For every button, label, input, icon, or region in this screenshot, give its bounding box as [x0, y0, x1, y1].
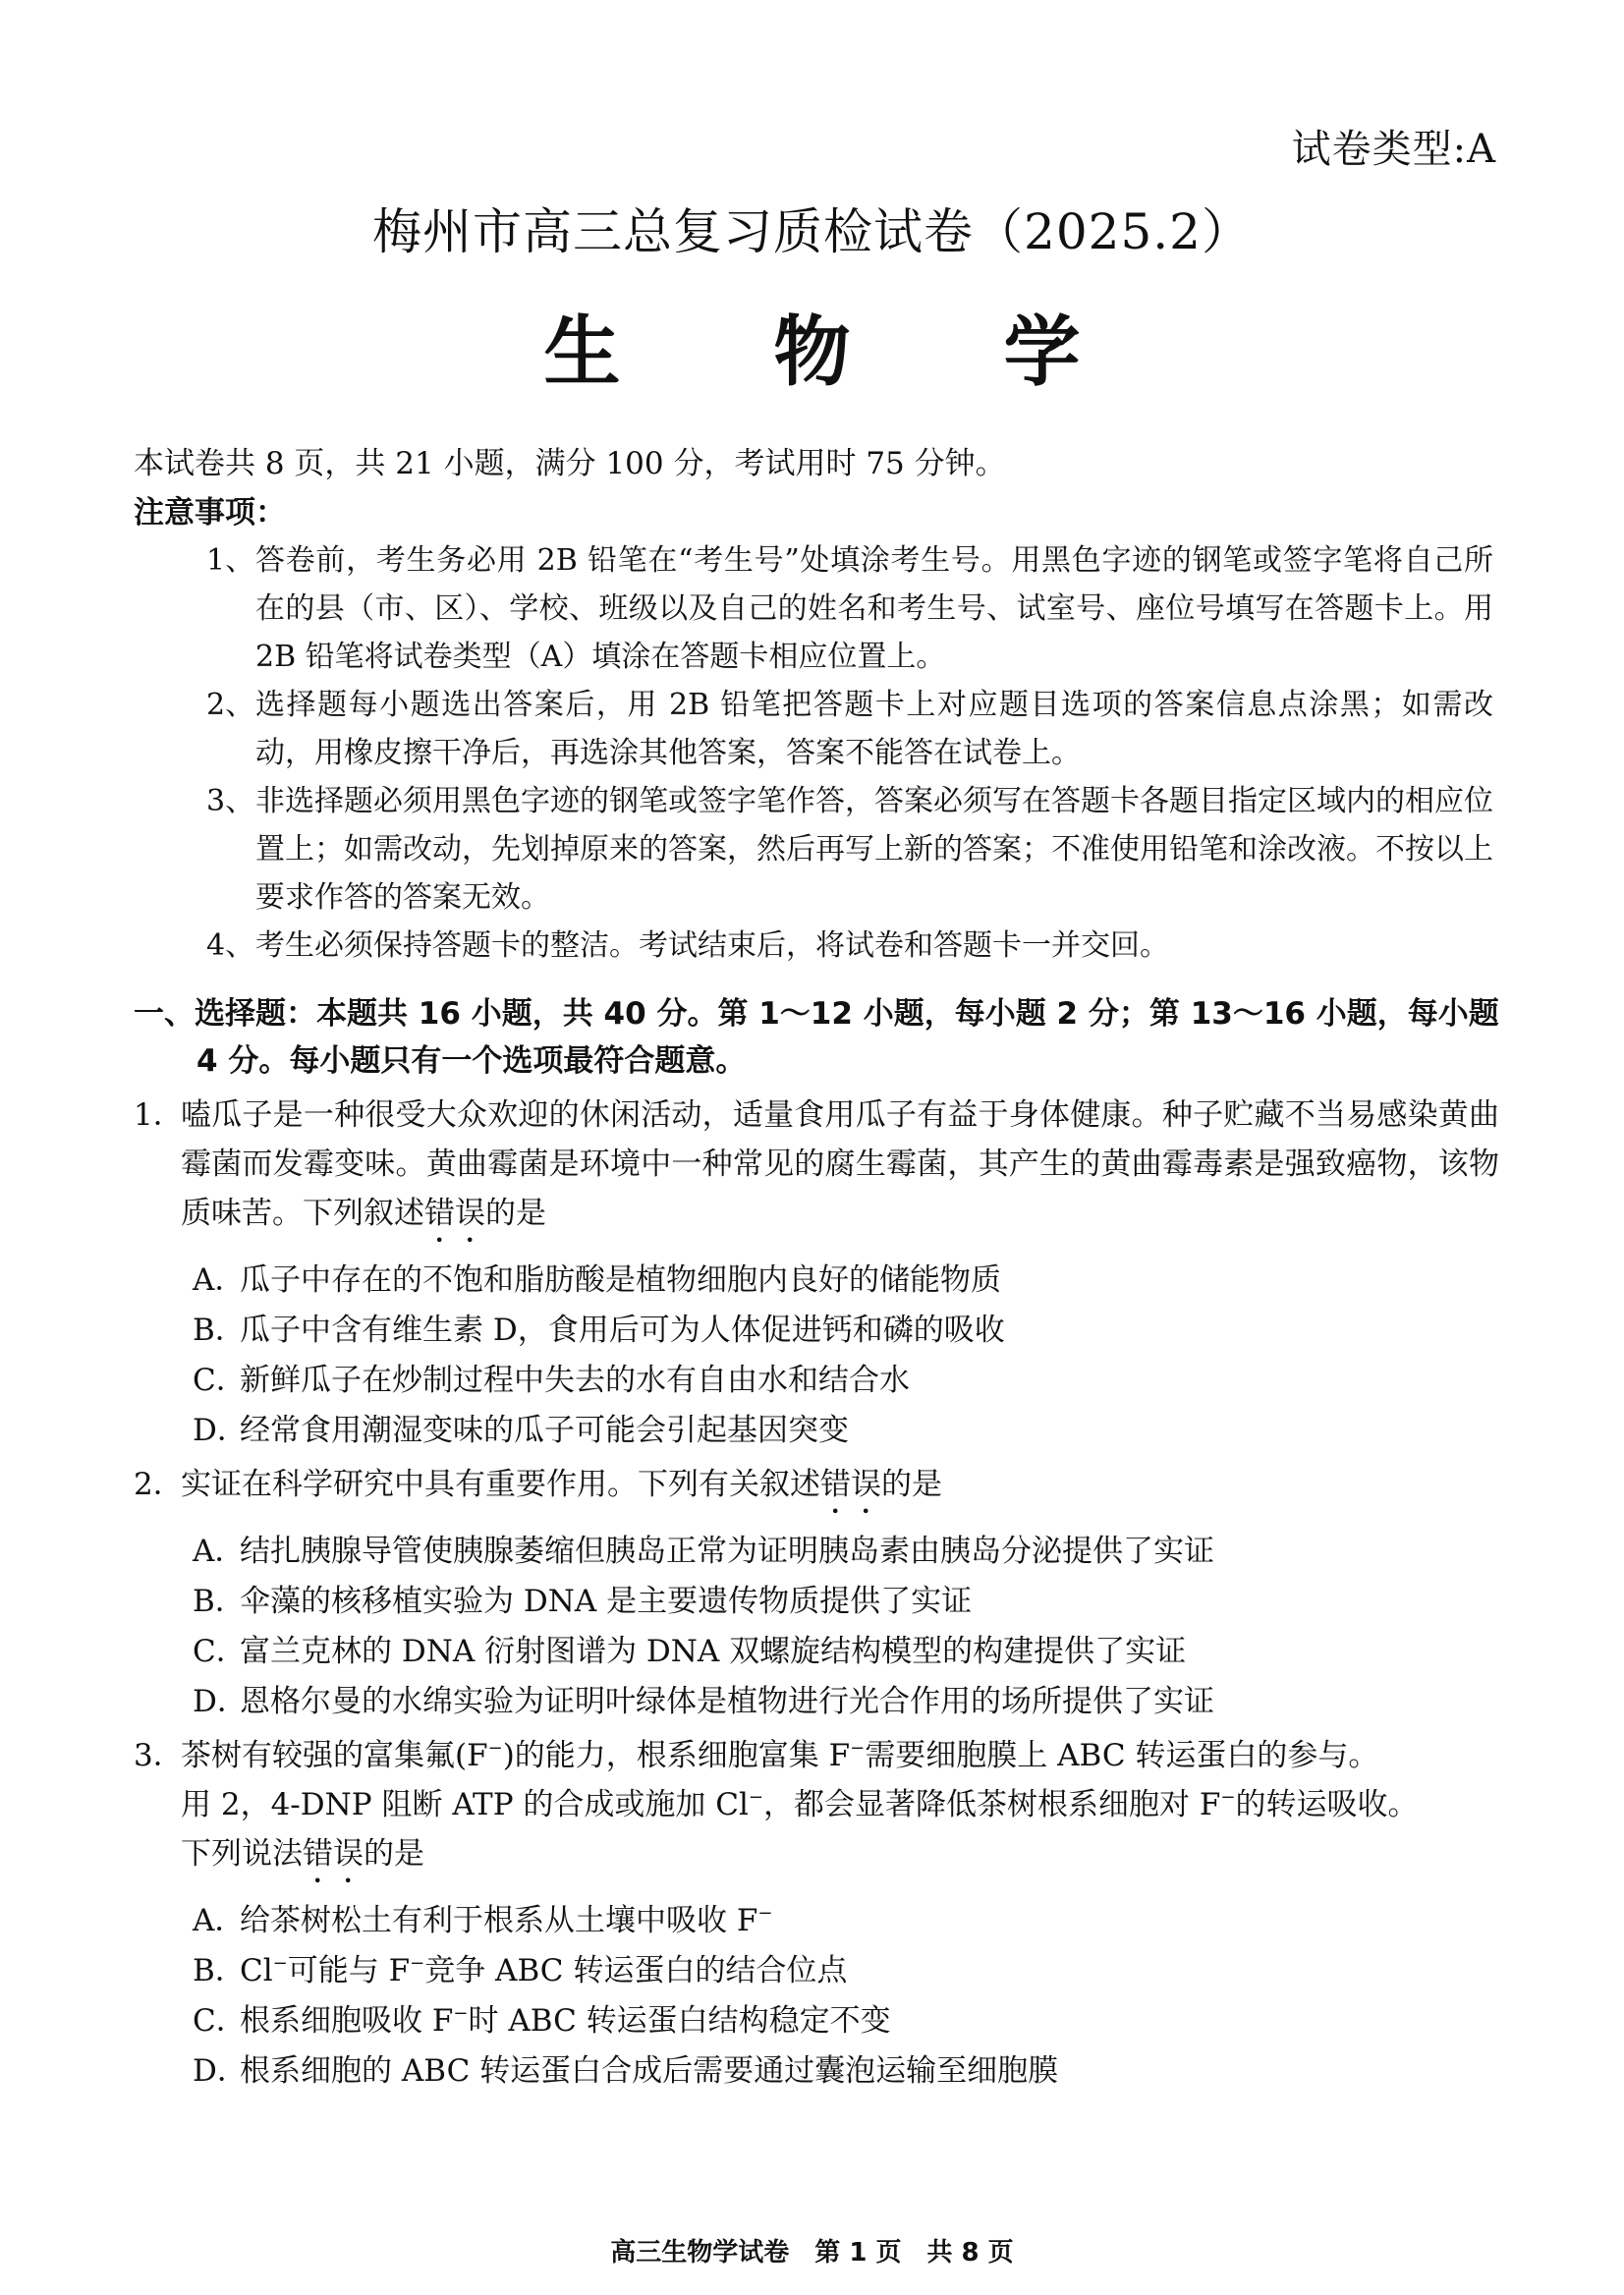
superscript: −: [487, 1738, 503, 1759]
option-a: [193, 1896, 1499, 1946]
subject-char: 物: [773, 308, 851, 397]
option-list: [134, 1896, 1499, 2097]
option-b: [193, 1946, 1499, 1996]
option-text: 瓜子中含有维生素 D，食用后可为人体促进钙和磷的吸收: [240, 1313, 1005, 1348]
option-letter: B．: [193, 1953, 246, 1988]
question-3: [134, 1731, 1499, 2097]
question-stem: [134, 1091, 1499, 1250]
stem-text: 实证在科学研究中具有重要作用。下列有关叙述: [181, 1467, 820, 1502]
option-text: 富兰克林的 DNA 衍射图谱为 DNA 双螺旋结构模型的构建提供了实证: [240, 1634, 1187, 1669]
stem-line: [181, 1731, 1499, 1780]
option-letter: A．: [193, 1534, 246, 1569]
option-text: Cl: [240, 1953, 273, 1988]
option-letter: D．: [193, 1413, 248, 1448]
paper-type-label: 试卷类型:A: [1291, 127, 1496, 172]
stem-text: 的转运吸收。: [1235, 1787, 1419, 1822]
notice-heading: 注意事项：: [134, 495, 286, 531]
option-text: 经常食用潮湿变味的瓜子可能会引起基因突变: [240, 1413, 849, 1448]
emphasis-text: 错误: [820, 1467, 881, 1502]
exam-intro: 本试卷共 8 页，共 21 小题，满分 100 分，考试用时 75 分钟。: [134, 446, 1006, 481]
subject-char: 生: [543, 308, 621, 397]
question-2: [134, 1460, 1499, 1727]
stem-text: 茶树有较强的富集氟(F: [181, 1738, 488, 1773]
stem-line: [181, 1780, 1499, 1829]
stem-text: 嗑瓜子是一种很受大众欢迎的休闲活动，适量食用瓜子有益于身体健康。种子贮藏不当易感染黄曲霉菌而发霉变味。黄曲霉菌是环境中一种常见的腐生霉菌，其产生的黄曲霉毒素是强致癌物，该物质味苦。下列叙述: [181, 1097, 1499, 1231]
subject-char: 学: [1003, 308, 1081, 397]
option-letter: D．: [193, 2053, 248, 2089]
option-a: [193, 1527, 1499, 1577]
notice-text: 答卷前，考生务必用 2B 铅笔在“考生号”处填涂考生号。用黑色字迹的钢笔或签字笔将自己所在的县（市、区）、学校、班级以及自己的姓名和考生号、试室号、座位号填写在答题卡上。用 2B 铅笔将试卷类型（A）填涂在答题卡相应位置上。: [255, 543, 1493, 674]
superscript: −: [410, 1953, 425, 1974]
superscript: −: [453, 2003, 469, 2024]
superscript: −: [757, 1903, 773, 1924]
question-1: [134, 1091, 1499, 1456]
section-heading: 一、选择题：本题共 16 小题，共 40 分。第 1～12 小题，每小题 2 分；第 13～16 小题，每小题 4 分。每小题只有一个选项最符合题意。: [134, 996, 1499, 1079]
stem-text: ，都会显著降低茶树根系细胞对 F: [762, 1787, 1221, 1822]
option-text: 瓜子中存在的不饱和脂肪酸是植物细胞内良好的储能物质: [240, 1262, 1001, 1298]
option-d: [193, 1406, 1499, 1456]
notice-number: 3、: [206, 784, 255, 818]
option-c: [193, 1996, 1499, 2046]
superscript: −: [850, 1738, 866, 1759]
notice-number: 4、: [206, 928, 255, 963]
notice-number: 1、: [206, 543, 255, 578]
question-number: 3．: [134, 1738, 184, 1773]
notice-list: [206, 536, 1493, 970]
exam-title: 梅州市高三总复习质检试卷（2025.2）: [372, 203, 1252, 260]
option-text: 竞争 ABC 转运蛋白的结合位点: [424, 1953, 848, 1988]
question-number: 1．: [134, 1097, 184, 1133]
stem-text: )的能力，根系细胞富集 F: [502, 1738, 851, 1773]
option-text: 给茶树松土有利于根系从土壤中吸收 F: [240, 1903, 758, 1938]
option-letter: B．: [193, 1313, 246, 1348]
page-footer: 高三生物学试卷 第 1 页 共 8 页: [610, 2238, 1014, 2267]
option-text: 伞藻的核移植实验为 DNA 是主要遗传物质提供了实证: [240, 1584, 973, 1619]
superscript: −: [1220, 1787, 1236, 1808]
superscript: −: [272, 1953, 288, 1974]
notice-item: [206, 777, 1493, 922]
option-letter: C．: [193, 1634, 247, 1669]
notice-item: [206, 536, 1493, 681]
option-letter: B．: [193, 1584, 246, 1619]
subject-title: [0, 291, 1624, 401]
option-c: [193, 1356, 1499, 1406]
option-letter: C．: [193, 1363, 247, 1398]
notice-item: [206, 922, 1493, 970]
question-list: [134, 1091, 1499, 2100]
stem-text: 需要细胞膜上 ABC 转运蛋白的参与。: [865, 1738, 1379, 1773]
stem-text: 的是: [364, 1836, 424, 1872]
emphasis-text: 错误: [303, 1836, 364, 1872]
option-letter: A．: [193, 1903, 246, 1938]
option-letter: D．: [193, 1684, 248, 1719]
question-stem: [134, 1460, 1499, 1521]
option-letter: C．: [193, 2003, 247, 2039]
question-stem: [134, 1731, 1499, 1890]
notice-text: 非选择题必须用黑色字迹的钢笔或签字笔作答，答案必须写在答题卡各题目指定区域内的相应位置上；如需改动，先划掉原来的答案，然后再写上新的答案；不准使用铅笔和涂改液。不按以上要求作答的答案无效。: [255, 784, 1493, 915]
option-text: 恩格尔曼的水绵实验为证明叶绿体是植物进行光合作用的场所提供了实证: [240, 1684, 1214, 1719]
option-text: 结扎胰腺导管使胰腺萎缩但胰岛正常为证明胰岛素由胰岛分泌提供了实证: [240, 1534, 1214, 1569]
option-text: 可能与 F: [287, 1953, 411, 1988]
question-number: 2．: [134, 1467, 184, 1502]
option-a: [193, 1256, 1499, 1306]
option-b: [193, 1306, 1499, 1356]
stem-text: 用 2，4-DNP 阻断 ATP 的合成或施加 Cl: [181, 1787, 749, 1822]
option-text: 时 ABC 转运蛋白结构稳定不变: [468, 2003, 891, 2039]
notice-number: 2、: [206, 688, 255, 722]
option-b: [193, 1577, 1499, 1627]
option-list: [134, 1256, 1499, 1456]
stem-line: [181, 1829, 1499, 1890]
option-text: 新鲜瓜子在炒制过程中失去的水有自由水和结合水: [240, 1363, 910, 1398]
option-text: 根系细胞吸收 F: [240, 2003, 454, 2039]
option-list: [134, 1527, 1499, 1727]
notice-item: [206, 681, 1493, 777]
stem-text: 的是: [881, 1467, 942, 1502]
stem-text: 的是: [485, 1196, 546, 1231]
option-text: 根系细胞的 ABC 转运蛋白合成后需要通过囊泡运输至细胞膜: [240, 2053, 1059, 2089]
notice-text: 选择题每小题选出答案后，用 2B 铅笔把答题卡上对应题目选项的答案信息点涂黑；如需改动，用橡皮擦干净后，再选涂其他答案，答案不能答在试卷上。: [255, 688, 1493, 770]
stem-text: 下列说法: [181, 1836, 303, 1872]
superscript: −: [748, 1787, 763, 1808]
option-c: [193, 1627, 1499, 1677]
option-letter: A．: [193, 1262, 246, 1298]
notice-text: 考生必须保持答题卡的整洁。考试结束后，将试卷和答题卡一并交回。: [255, 928, 1169, 963]
option-d: [193, 2046, 1499, 2097]
option-d: [193, 1677, 1499, 1727]
emphasis-text: 错误: [424, 1196, 485, 1231]
